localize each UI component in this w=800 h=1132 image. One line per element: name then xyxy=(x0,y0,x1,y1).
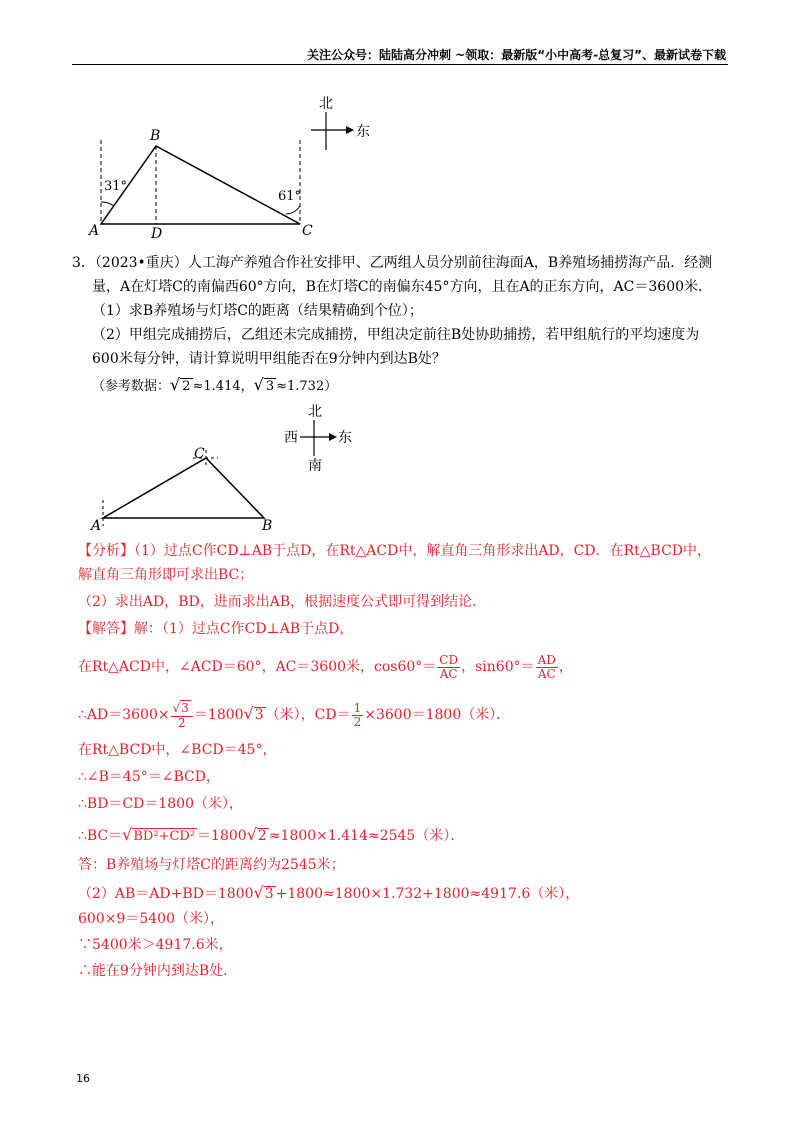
figure-1-triangle xyxy=(86,90,386,240)
reference-data xyxy=(92,376,337,396)
problem-stem-1: 人工海产养殖合作社安排甲、乙两组人员分别前往海面A，B养殖场捕捞海产品．经测 xyxy=(187,255,713,271)
figure-2-triangle xyxy=(88,400,368,540)
problem-line-1 xyxy=(72,254,712,272)
line-600: 600×9＝5400（米）， xyxy=(78,911,224,927)
radicand-3: 3 xyxy=(265,379,275,394)
line-ad-cd xyxy=(78,698,510,731)
ad-rest: （米），CD＝ xyxy=(265,707,351,723)
compass-2-east: 东 xyxy=(338,430,352,446)
angle-label-61: 61° xyxy=(278,189,302,204)
triangle-abc xyxy=(101,146,300,224)
problem-source: （2023•重庆） xyxy=(94,255,188,271)
analysis-text-1: （1）过点C作CD⊥AB于点D，在Rt△ACD中，解直角三角形求出AD，CD．在Rt△BCD中， xyxy=(134,543,712,559)
fraction-ad-ac xyxy=(536,654,558,681)
vertex-label-c: C xyxy=(302,223,313,239)
line-answer-1: 答：B养殖场与灯塔C的距离约为2545米； xyxy=(78,857,345,873)
fraction-denominator: AC xyxy=(439,666,458,681)
angle-label-31: 31° xyxy=(104,179,128,194)
fraction-numerator: CD xyxy=(439,652,459,667)
fraction-numerator xyxy=(171,700,193,717)
radicand: 3 xyxy=(181,701,189,715)
answer-text-1: 解：（1）过点C作CD⊥AB于点D， xyxy=(134,621,354,637)
answer-line-1 xyxy=(78,620,353,638)
bc-radicand: BD²+CD² xyxy=(133,829,196,844)
page-header: 关注公众号：陆陆高分冲刺 ~领取：最新版“小中高考-总复习”、最新试卷下载 xyxy=(307,48,726,62)
vertex-label-a: A xyxy=(91,518,102,534)
vertex-label-b: B xyxy=(150,128,161,144)
compass-2-south: 南 xyxy=(308,458,322,474)
fraction-numerator: 1 xyxy=(353,700,362,715)
problem-stem-2: 量，A在灯塔C的南偏西60°方向，B在灯塔C的南偏东45°方向，且在A的正东方向，AC＝3600米． xyxy=(92,279,713,295)
sqrt-sign-icon: √ xyxy=(253,883,264,902)
sqrt-sign-icon: √ xyxy=(253,375,264,394)
line-bd: ∴BD＝CD＝1800（米）， xyxy=(78,796,243,812)
vertex-label-b: B xyxy=(262,518,273,534)
answer-tag: 【解答】 xyxy=(78,621,134,637)
analysis-tag: 【分析】 xyxy=(78,543,134,559)
analysis-line-3: （2）求出AD，BD，进而求出AB，根据速度公式即可得到结论． xyxy=(78,594,487,610)
sqrt-sign-icon: √ xyxy=(172,701,181,715)
angle-arc-a xyxy=(101,202,114,206)
cd-rest: ×3600＝1800（米）． xyxy=(364,707,511,723)
line-bc xyxy=(78,822,464,849)
ad-eq: ＝1800 xyxy=(193,707,244,723)
rt-acd-text: 在Rt△ACD中，∠ACD＝60°，AC＝3600米，cos60°＝ xyxy=(78,659,437,675)
ab-rest: +1800≈1800×1.732+1800≈4917.6（米）， xyxy=(275,886,580,902)
page-number: 16 xyxy=(76,1072,90,1085)
line-ab xyxy=(78,882,579,905)
compass-2-west: 西 xyxy=(284,430,298,446)
compass-2 xyxy=(284,404,352,474)
ab-prefix: （2）AB＝AD+BD＝1800 xyxy=(78,886,254,902)
ad-prefix: ∴AD＝3600× xyxy=(78,707,170,723)
fraction-denominator: AC xyxy=(537,666,556,681)
fraction-denominator: 2 xyxy=(177,716,186,730)
angle-arc-c xyxy=(286,206,300,214)
fraction-numerator: AD xyxy=(537,652,556,667)
sqrt-sign-icon: √ xyxy=(170,375,181,394)
vertex-label-a: A xyxy=(89,223,100,239)
line-angle-b: ∴∠B＝45°＝∠BCD， xyxy=(78,769,220,785)
radicand-2: 2 xyxy=(257,828,267,844)
radicand-3: 3 xyxy=(264,886,274,902)
reference-val-2: ≈1.414， xyxy=(192,379,254,394)
fraction-cd-ac xyxy=(437,654,460,681)
sqrt-sign-icon: √ xyxy=(122,825,133,844)
sqrt-sign-icon: √ xyxy=(243,704,254,723)
line-conclusion: ∴能在9分钟内到达B处． xyxy=(78,963,238,979)
line-rt-acd xyxy=(78,652,573,682)
header-divider xyxy=(72,64,728,65)
compass-1-arrow-icon xyxy=(346,126,354,134)
compass-1 xyxy=(311,96,370,150)
compass-2-north: 北 xyxy=(308,404,322,420)
reference-val-3: ≈1.732） xyxy=(276,379,338,394)
problem-number: 3． xyxy=(72,255,95,271)
vertex-label-c: C xyxy=(194,446,205,462)
triangle-abc xyxy=(103,458,264,518)
bc-prefix: ∴BC＝ xyxy=(78,828,123,844)
line-rt-bcd: 在Rt△BCD中，∠BCD＝45°， xyxy=(78,742,277,758)
line-compare: ∵5400米＞4917.6米， xyxy=(78,937,233,953)
sqrt-sign-icon: √ xyxy=(246,825,257,844)
analysis-line-1 xyxy=(78,542,711,560)
radicand-2: 2 xyxy=(182,379,191,394)
end-comma: ， xyxy=(558,659,573,675)
radicand: 3 xyxy=(254,707,264,723)
analysis-line-2: 解直角三角形即可求出BC； xyxy=(78,567,254,583)
reference-prefix: （参考数据： xyxy=(92,379,171,394)
sin-text: ，sin60°＝ xyxy=(461,659,535,675)
fraction-denominator: 2 xyxy=(353,714,362,729)
fraction-one-half xyxy=(352,702,364,729)
bc-rest: ≈1800×1.414≈2545（米）． xyxy=(268,828,465,844)
bc-eq: ＝1800 xyxy=(197,828,247,844)
compass-1-east: 东 xyxy=(356,124,370,140)
fraction-sqrt3-over-2 xyxy=(171,700,193,730)
compass-2-arrow-icon xyxy=(329,433,337,441)
problem-part-2-line-1: （2）甲组完成捕捞后，乙组还未完成捕捞，甲组决定前往B处协助捕捞，若甲组航行的平均速度为 xyxy=(92,327,700,343)
problem-part-1: （1）求B养殖场与灯塔C的距离（结果精确到个位）； xyxy=(92,303,423,319)
compass-1-north: 北 xyxy=(319,96,333,112)
problem-part-2-line-2: 600米每分钟，请计算说明甲组能否在9分钟内到达B处？ xyxy=(92,351,446,367)
foot-label-d: D xyxy=(151,226,163,240)
